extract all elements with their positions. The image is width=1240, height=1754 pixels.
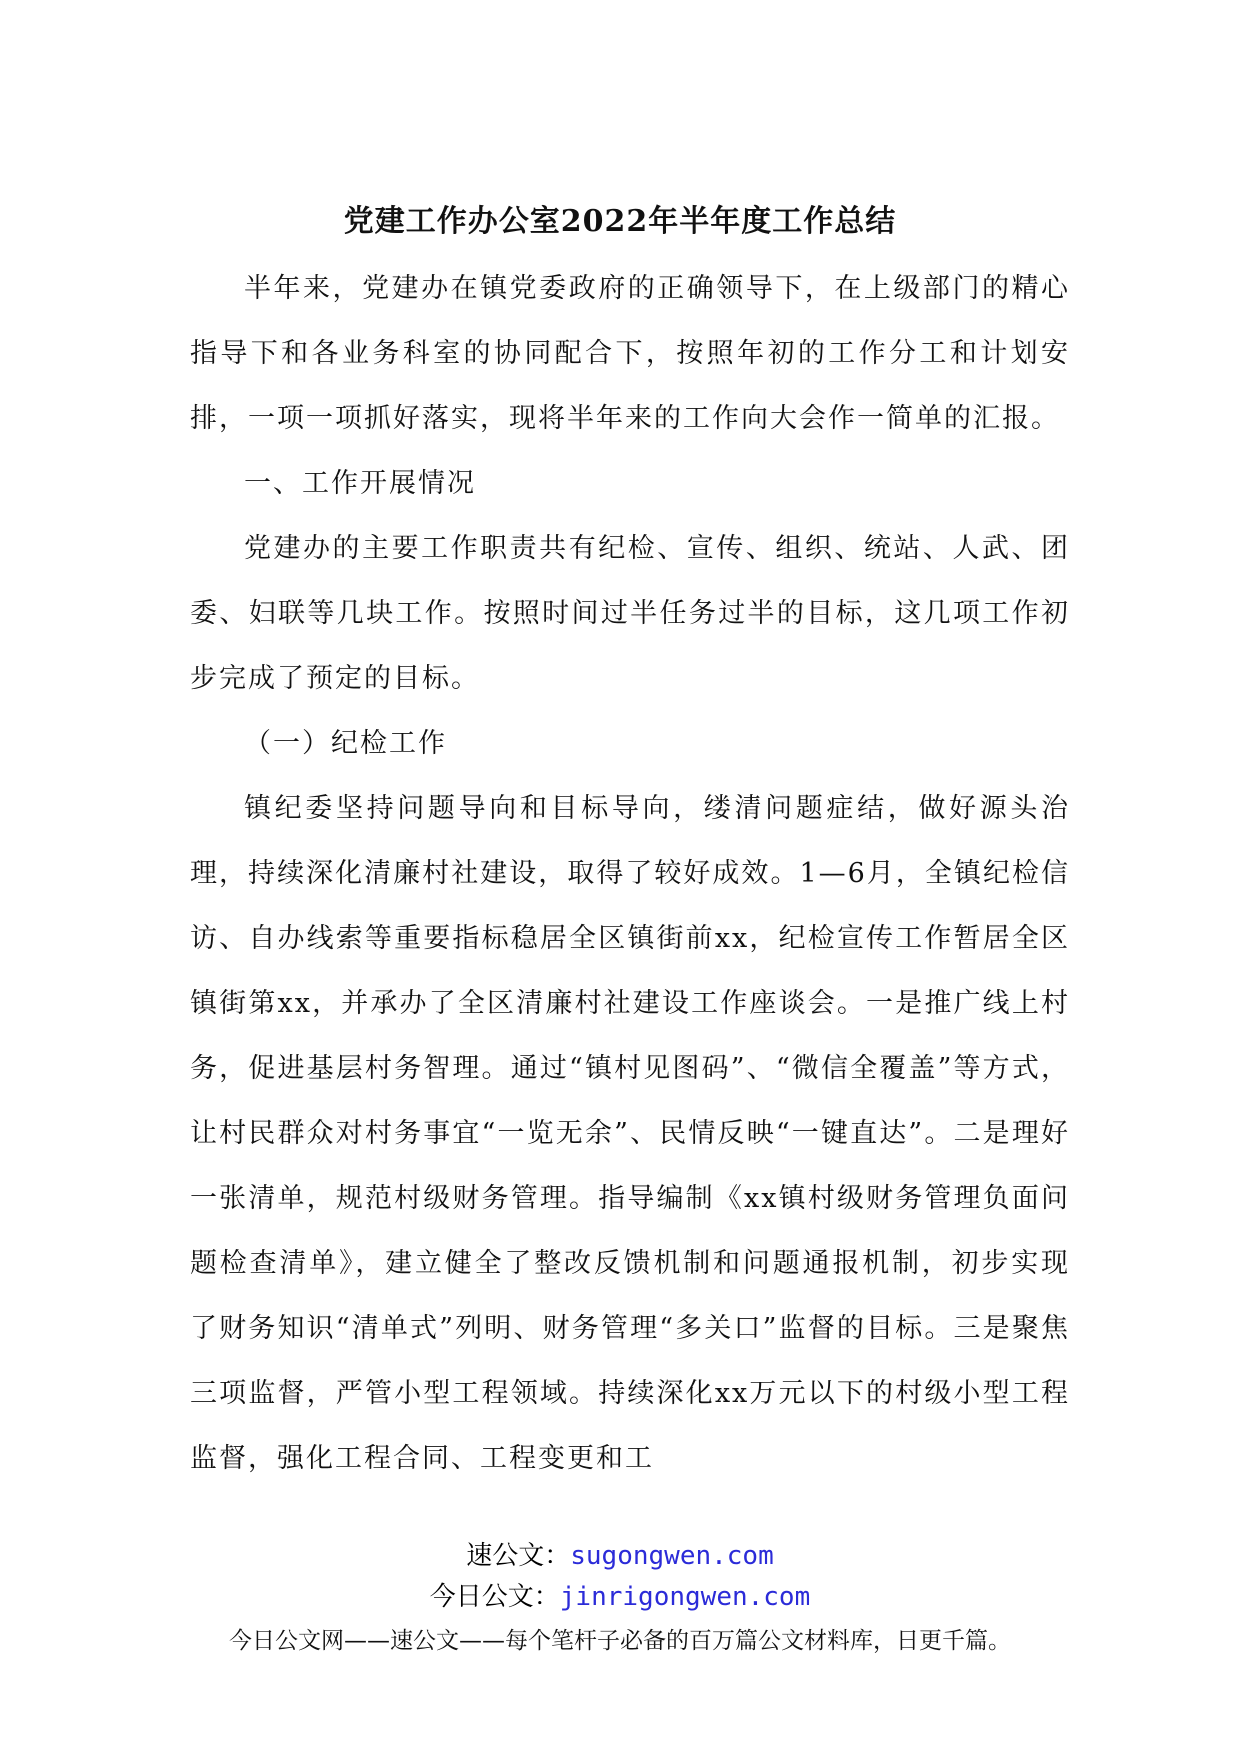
document-title: 党建工作办公室2022年半年度工作总结: [343, 204, 897, 239]
footer-sugongwen: [0, 1535, 1240, 1572]
footer-link-jinrigongwen[interactable]: jinrigongwen.com: [559, 1582, 811, 1612]
footer-link-sugongwen[interactable]: sugongwen.com: [570, 1541, 774, 1571]
footer-label-1: 速公文：: [466, 1541, 571, 1571]
footer-label-2: 今日公文：: [429, 1582, 560, 1612]
paragraph-intro: 半年来，党建办在镇党委政府的正确领导下，在上级部门的精心指导下和各业务科室的协同配合下，按照年初的工作分工和计划安排，一项一项抓好落实，现将半年来的工作向大会作一简单的汇报。: [190, 273, 1070, 434]
footer-jinrigongwen: [0, 1576, 1240, 1613]
paragraph-discipline: 镇纪委坚持问题导向和目标导向，缕清问题症结，做好源头治理，持续深化清廉村社建设，取得了较好成效。1—6月，全镇纪检信访、自办线索等重要指标稳居全区镇街前xx，纪检宣传工作暂居全区镇街第xx，并承办了全区清廉村社建设工作座谈会。一是推广线上村务，促进基层村务智理。通过“镇村见图码”、“微信全覆盖”等方式，让村民群众对村务事宜“一览无余”、民情反映“一键直达”。二是理好一张清单，规范村级财务管理。指导编制《xx镇村级财务管理负面问题检查清单》，建立健全了整改反馈机制和问题通报机制，初步实现了财务知识“清单式”列明、财务管理“多关口”监督的目标。三是聚焦三项监督，严管小型工程领域。持续深化xx万元以下的村级小型工程监督，强化工程合同、工程变更和工: [190, 793, 1070, 1474]
section-heading-1: 一、工作开展情况: [244, 468, 476, 499]
footer-slogan: 今日公文网——速公文——每个笔杆子必备的百万篇公文材料库，日更千篇。: [229, 1628, 1011, 1654]
document-body: [190, 256, 1070, 1491]
subsection-heading-1: （一）纪检工作: [244, 728, 447, 759]
paragraph-duties: 党建办的主要工作职责共有纪检、宣传、组织、统站、人武、团委、妇联等几块工作。按照时间过半任务过半的目标，这几项工作初步完成了预定的目标。: [190, 533, 1070, 694]
